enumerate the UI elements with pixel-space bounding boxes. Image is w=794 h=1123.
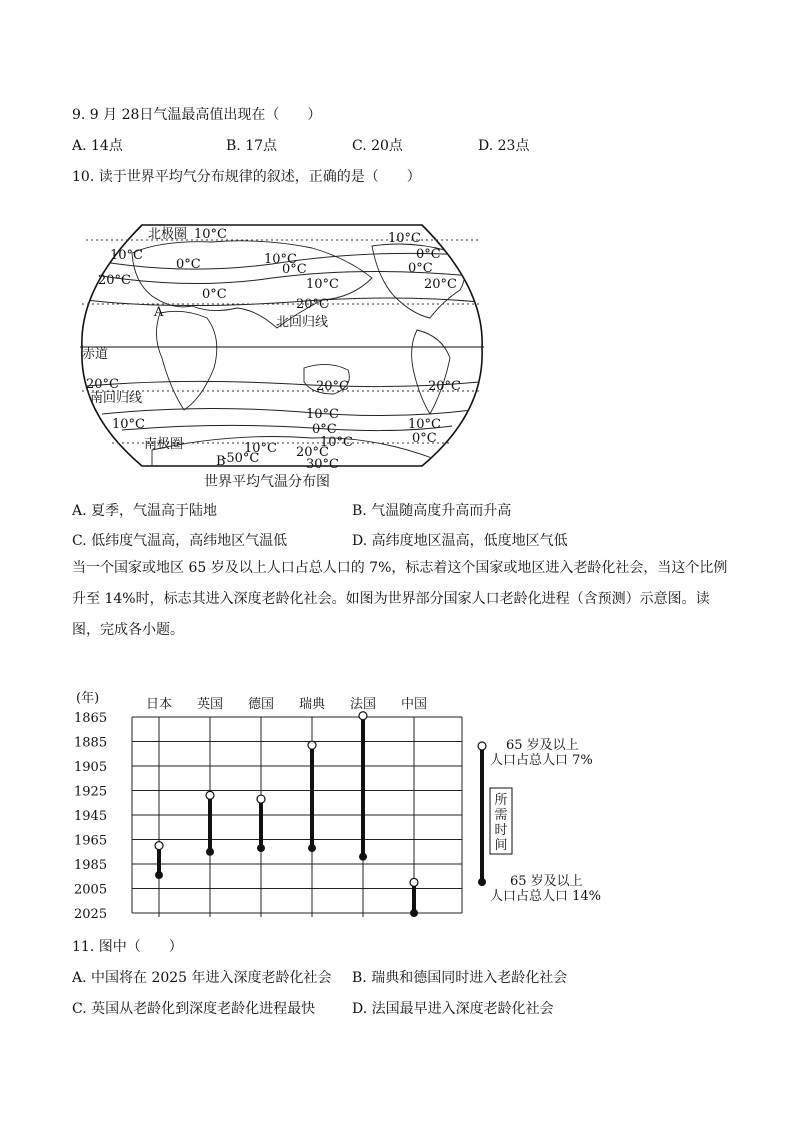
y-tick-1925: 1925 [74,784,108,800]
q9-option-b: B. 17点 [226,138,278,154]
category-label-3: 瑞典 [298,697,326,712]
end-marker-4 [359,853,367,861]
y-tick-1965: 1965 [74,833,108,849]
label-0c-right: 0°C [416,247,441,262]
label-20c-left: 20°C [98,273,131,288]
q11-option-d: D. 法国最早进入深度老龄化社会 [352,1001,554,1017]
label-minus50c: -50°C [222,451,260,466]
category-label-2: 德国 [247,697,275,712]
label-10c-right: 10°C [388,231,421,246]
y-tick-2025: 2025 [74,907,108,918]
label-20c-mid: 20°C [296,297,329,312]
label-tropic-capricorn: 南回归线 [90,391,143,406]
label-equator: 赤道 [82,347,109,362]
map-caption: 世界平均气温分布图 [204,474,330,490]
q9-option-a: A. 14点 [72,138,123,154]
label-10c-smid: 10°C [306,407,339,422]
category-label-0: 日本 [145,697,173,712]
q11-stem: 11. 图中（ ） [72,939,183,955]
label-0c-left: 0°C [176,257,201,272]
label-tropic-cancer: 北回归线 [276,315,329,330]
start-marker-0 [155,842,163,850]
label-0c-sright: 0°C [412,431,437,446]
label-20c-smid: 20°C [316,379,349,394]
label-10c-sright: 10°C [408,417,441,432]
q10-option-d: D. 高纬度地区温高，低度地区气低 [352,533,568,549]
label-10c-mid2: 10°C [306,277,339,292]
label-0c-mid: 0°C [202,287,227,302]
label-point-b: B [216,454,226,469]
q9-option-d: D. 23点 [478,138,530,154]
end-marker-5 [410,909,418,917]
q10-stem: 10. 读于世界平均气分布规律的叙述，正确的是（ ） [72,169,421,185]
y-tick-1985: 1985 [74,858,108,873]
label-20c-sright: 20°C [428,379,461,394]
legend-end-label-2: 人口占总人口 14% [490,889,602,904]
q9-option-c: C. 20点 [352,138,403,154]
label-10c-top: 10°C [194,227,227,242]
y-tick-1945: 1945 [74,809,108,824]
world-temperature-map [72,218,492,493]
legend-end-label-1: 65 岁及以上 [510,874,583,889]
label-arctic-circle: 北极圈 [148,227,188,242]
end-marker-0 [155,871,163,879]
legend-end-marker [478,878,486,886]
legend-duration-char-3: 间 [494,838,508,853]
q10-option-b: B. 气温随高度升高而升高 [352,503,512,519]
y-tick-1865: 1865 [74,711,108,726]
start-marker-4 [359,712,367,720]
q11-option-b: B. 瑞典和德国同时进入老龄化社会 [352,970,568,986]
q11-option-c: C. 英国从老龄化到深度老龄化进程最快 [72,1001,316,1017]
label-antarctic-circle: 南极圈 [144,437,184,452]
legend-start-label-1: 65 岁及以上 [506,738,579,753]
start-marker-3 [308,741,316,749]
legend-duration-char-1: 需 [494,808,508,823]
label-point-a: A [154,305,164,320]
end-marker-1 [206,848,214,856]
label-0c-right2: 0°C [408,261,433,276]
label-10c-mid: 10°C [264,252,297,267]
aging-chart [72,682,632,918]
q11-option-a: A. 中国将在 2025 年进入深度老龄化社会 [72,970,332,986]
legend-start-marker [478,742,486,750]
y-tick-1885: 1885 [74,735,108,751]
legend-duration-char-2: 时 [494,823,508,838]
label-10c-smid2: 10°C [320,435,353,450]
label-0c-mid2: 0°C [282,262,307,277]
end-marker-3 [308,844,316,852]
start-marker-1 [206,791,214,799]
category-label-1: 英国 [196,697,224,712]
start-marker-5 [410,878,418,886]
category-label-5: 中国 [400,697,428,712]
y-tick-2005: 2005 [74,882,108,898]
intro-paragraph: 当一个国家或地区 65 岁及以上人口占总人口的 7%，标志着这个国家或地区进入老龄化社会，当这个比例升至 14%时，标志其进入深度老龄化社会。如图为世界部分国家人口老龄化进程（含预测）示意图。读图，完成各小题。 [72,560,728,638]
label-10c-sleft: 10°C [112,417,145,432]
y-axis-unit: (年) [76,691,100,706]
legend-start-label-2: 人口占总人口 7% [490,753,593,768]
label-10c-left: 10°C [110,248,143,263]
q10-option-a: A. 夏季，气温高于陆地 [72,503,218,519]
q9-stem: 9. 9 月 28日气温最高值出现在（ ） [72,107,322,123]
label-20c-bottom: 20°C [296,445,329,460]
label-10c-bottom: 10°C [244,441,277,456]
q10-option-c: C. 低纬度气温高，高纬地区气温低 [72,533,288,549]
end-marker-2 [257,844,265,852]
category-label-4: 法国 [349,697,377,712]
label-30c-bottom: 30°C [306,457,339,472]
label-20c-sleft: 20°C [86,377,119,392]
y-tick-1905: 1905 [74,760,108,775]
start-marker-2 [257,795,265,803]
label-20c-right: 20°C [424,277,457,292]
legend-duration-char-0: 所 [494,793,508,808]
label-0c-smid: 0°C [312,422,337,437]
